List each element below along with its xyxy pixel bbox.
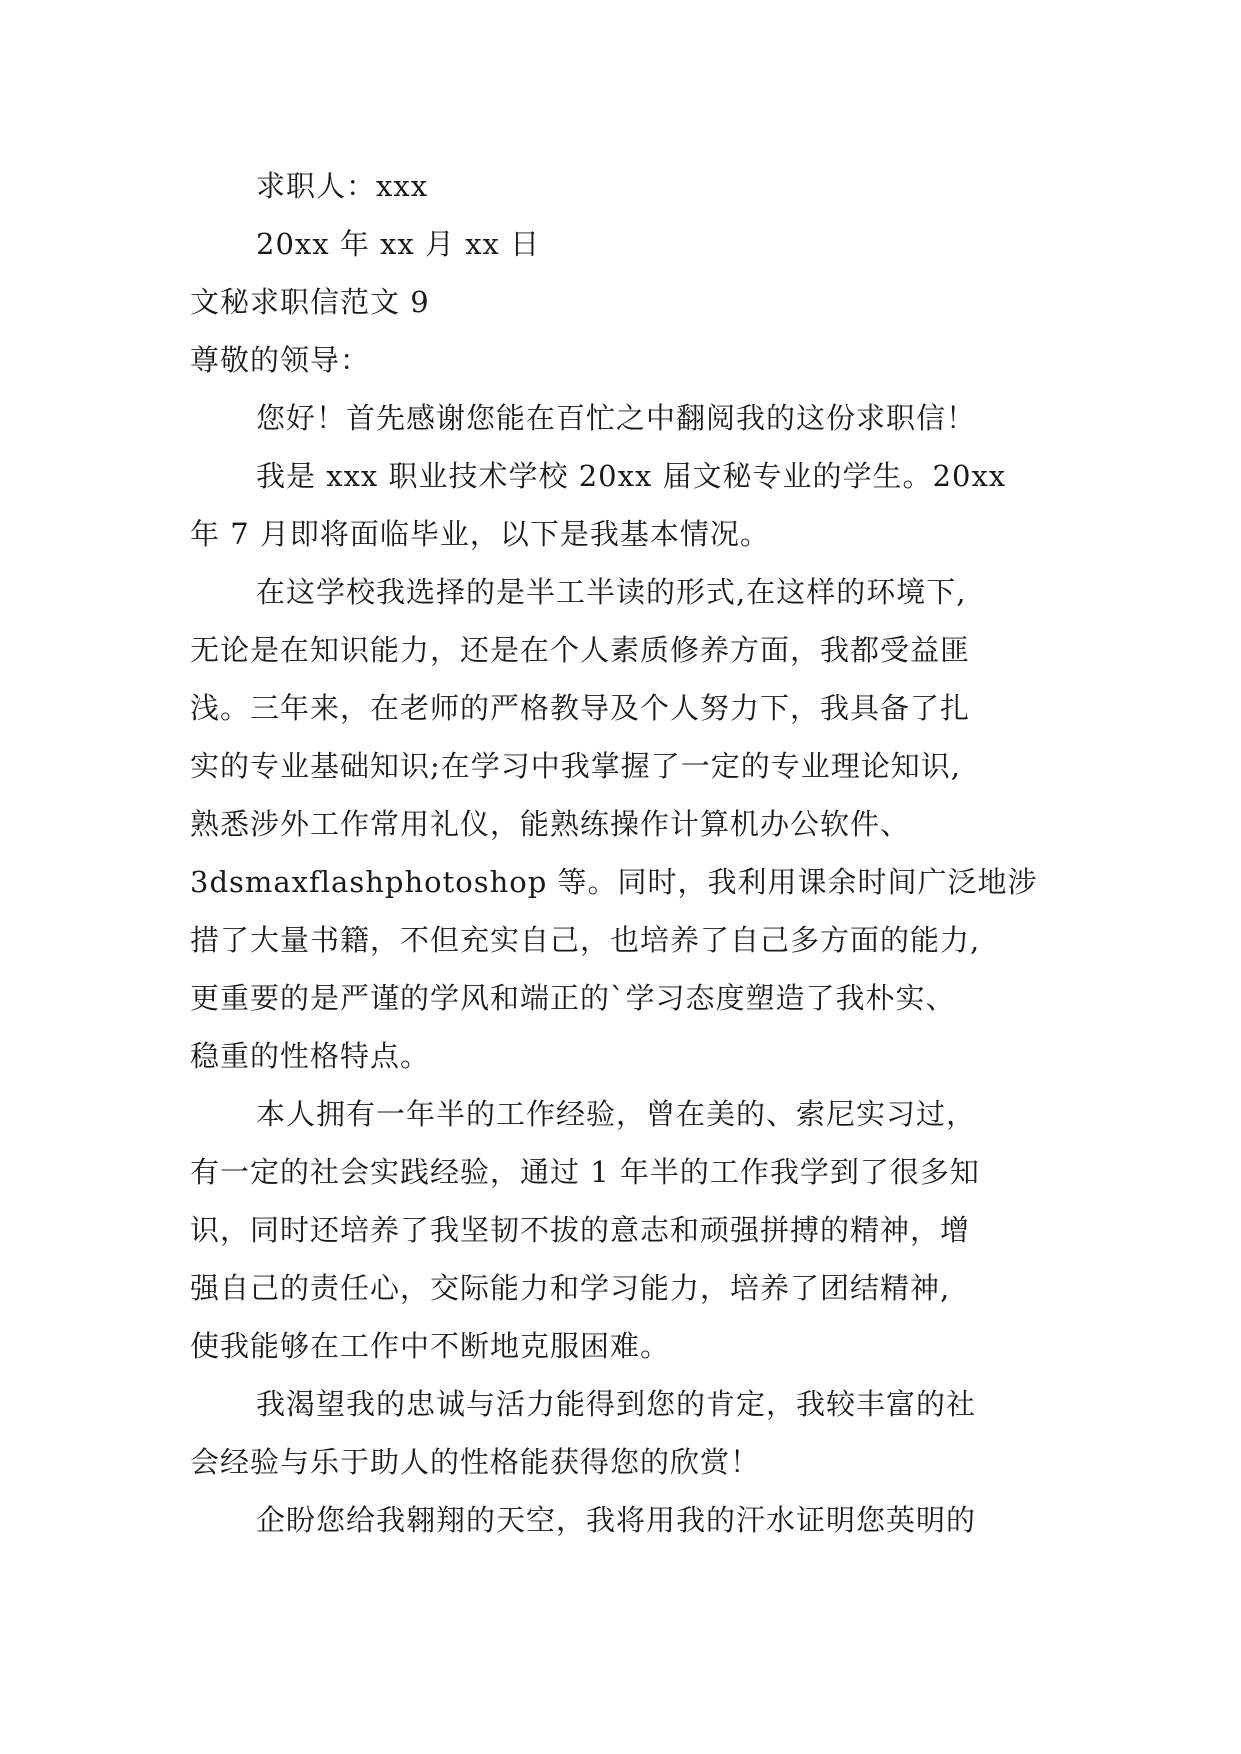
body-line: 有一定的社会实践经验，通过 1 年半的工作我学到了很多知	[190, 1155, 980, 1189]
body-line: 措了大量书籍，不但充实自己，也培养了自己多方面的能力,	[190, 923, 981, 957]
body-line: 更重要的是严谨的学风和端正的`学习态度塑造了我朴实、	[190, 981, 956, 1015]
body-line: 本人拥有一年半的工作经验，曾在美的、索尼实习过，	[256, 1097, 977, 1131]
date-line: 20xx 年 xx 月 xx 日	[256, 227, 541, 261]
body-line: 浅。三年来，在老师的严格教导及个人努力下，我具备了扎	[190, 691, 971, 725]
body-line: 无论是在知识能力，还是在个人素质修养方面，我都受益匪	[190, 633, 971, 667]
body-line: 企盼您给我翱翔的天空，我将用我的汗水证明您英明的	[256, 1503, 977, 1537]
body-line: 强自己的责任心，交际能力和学习能力，培养了团结精神,	[190, 1271, 951, 1305]
body-line: 我是 xxx 职业技术学校 20xx 届文秘专业的学生。20xx	[256, 459, 1007, 493]
body-line: 熟悉涉外工作常用礼仪，能熟练操作计算机办公软件、	[190, 807, 911, 841]
letter-title: 文秘求职信范文 9	[190, 285, 430, 319]
body-line: 实的专业基础知识;在学习中我掌握了一定的专业理论知识,	[190, 749, 961, 783]
body-line: 年 7 月即将面临毕业，以下是我基本情况。	[190, 517, 770, 551]
body-line: 使我能够在工作中不断地克服困难。	[190, 1329, 671, 1363]
body-line: 会经验与乐于助人的性格能获得您的欣赏！	[190, 1445, 761, 1479]
body-line: 我渴望我的忠诚与活力能得到您的肯定，我较丰富的社	[256, 1387, 977, 1421]
applicant-line: 求职人：xxx	[256, 169, 429, 203]
body-line: 3dsmaxflashphotoshop 等。同时，我利用课余时间广泛地涉	[190, 865, 1038, 899]
body-line: 稳重的性格特点。	[190, 1039, 431, 1073]
body-line: 在这学校我选择的是半工半读的形式,在这样的环境下,	[256, 575, 967, 609]
body-line: 您好！首先感谢您能在百忙之中翻阅我的这份求职信！	[256, 401, 977, 435]
salutation: 尊敬的领导：	[190, 343, 371, 377]
body-line: 识，同时还培养了我坚韧不拔的意志和顽强拼搏的精神，增	[190, 1213, 971, 1247]
